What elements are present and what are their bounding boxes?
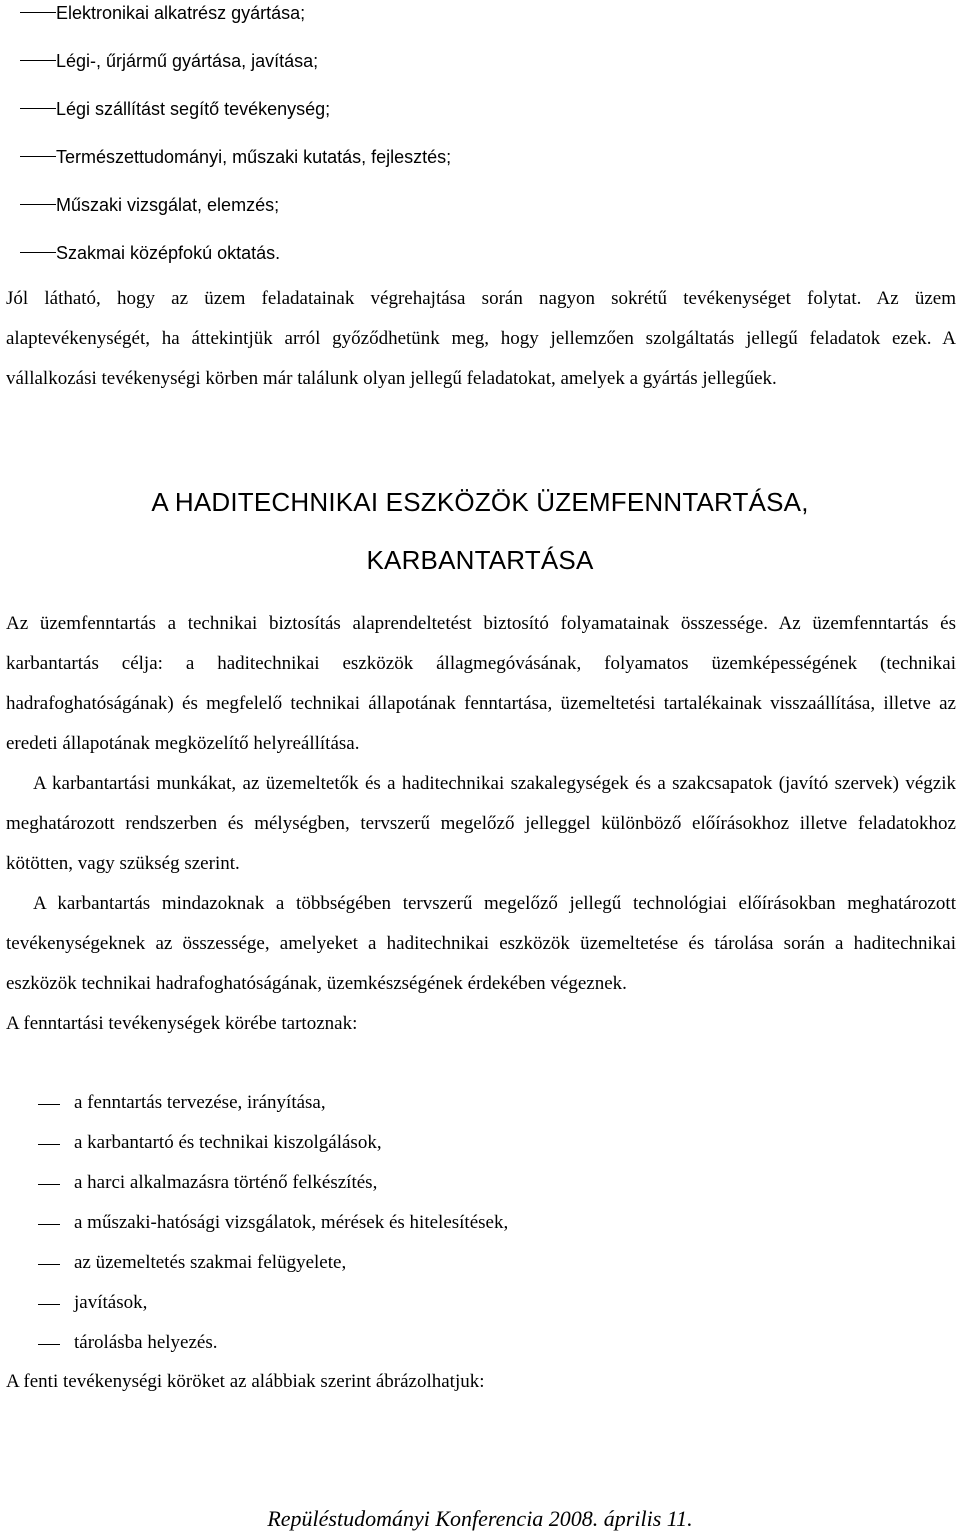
list-item-text: a karbantartó és technikai kiszolgálások, (74, 1132, 382, 1153)
dash-bullet (20, 156, 56, 157)
list-item-text: a harci alkalmazásra történő felkészítés, (74, 1172, 378, 1193)
list-item (38, 1210, 738, 1250)
list-item-text: Légi-, űrjármű gyártása, javítása; (56, 51, 319, 71)
section-heading-line1: A HADITECHNIKAI ESZKÖZÖK ÜZEMFENNTARTÁSA, (151, 487, 809, 517)
dash-bullet (20, 60, 56, 61)
list-item (20, 144, 920, 192)
list-item-text: Légi szállítást segítő tevékenység; (56, 99, 331, 119)
paragraph-maintenance-work: A karbantartási munkákat, az üzemeltetők és a haditechnikai szakalegységek és a szakcsapatok (javító szervek) végzik meghatározott rendszerben és mélységben, tervszerű megelőző jelleggel különböző előírásokhoz illetve feladatokhoz kötötten, vagy szükség szerint. (6, 773, 956, 874)
dash-bullet (20, 108, 56, 109)
list-item (20, 48, 920, 96)
list-item (38, 1290, 738, 1330)
dash-bullet (38, 1304, 60, 1305)
activity-list (20, 0, 920, 288)
list-item (38, 1170, 738, 1210)
list-item (38, 1130, 738, 1170)
dash-bullet (38, 1144, 60, 1145)
dash-bullet (20, 12, 56, 13)
list-item (20, 96, 920, 144)
list-item-text: javítások, (74, 1292, 148, 1313)
maintenance-list (38, 1090, 738, 1370)
list-item-text: tárolásba helyezés. (74, 1332, 218, 1353)
list-item-text: az üzemeltetés szakmai felügyelete, (74, 1252, 347, 1273)
list-item-text: Elektronikai alkatrész gyártása; (56, 3, 306, 23)
list-item (38, 1250, 738, 1290)
paragraph-maintenance-definition: A karbantartás mindazoknak a többségében tervszerű megelőző jellegű technológiai előírásokban meghatározott tevékenységeknek az összessége, amelyeket a haditechnikai eszközök üzemeltetése és tárolása során a haditechnikai eszközök technikai hadrafoghatóságának, üzemkészségének érdekében végeznek. (6, 893, 956, 994)
list-item (20, 192, 920, 240)
list-item-text: Természettudományi, műszaki kutatás, fejlesztés; (56, 147, 452, 167)
list-item (38, 1090, 738, 1130)
body-block (6, 604, 956, 1044)
page-footer: Repüléstudományi Konferencia 2008. április 11. (267, 1506, 693, 1531)
list-item (20, 0, 920, 48)
paragraph-definition: Az üzemfenntartás a technikai biztosítás alaprendeltetést biztosító folyamatainak összessége. Az üzemfenntartás és karbantartás célja: a haditechnikai eszközök állagmegóvásának, folyamatos üzemképességének (technikai hadrafoghatóságának) és megfelelő technikai állapotának fenntartása, üzemeltetési tartalékainak visszaállítása, illetve az eredeti állapotának megközelítő helyreállítása. (6, 613, 956, 754)
list-item-text: a műszaki-hatósági vizsgálatok, mérések és hitelesítések, (74, 1212, 509, 1233)
section-heading (0, 473, 960, 589)
list-item-text: a fenntartás tervezése, irányítása, (74, 1092, 326, 1113)
closing-line: A fenti tevékenységi köröket az alábbiak szerint ábrázolhatjuk: (6, 1371, 485, 1392)
dash-bullet (38, 1264, 60, 1265)
intro-paragraph: Jól látható, hogy az üzem feladatainak végrehajtása során nagyon sokrétű tevékenységet folytat. Az üzem alaptevékenységét, ha áttekintjük arról győződhetünk meg, hogy jellemzően szolgáltatás jellegű feladatok ezek. A vállalkozási tevékenységi körben már találunk olyan jellegű feladatokat, amelyek a gyártás jellegűek. (6, 288, 956, 389)
dash-bullet (38, 1184, 60, 1185)
closing-block (6, 1362, 956, 1402)
dash-bullet (38, 1224, 60, 1225)
dash-bullet (38, 1104, 60, 1105)
dash-bullet (20, 204, 56, 205)
list-item-text: Műszaki vizsgálat, elemzés; (56, 195, 280, 215)
section-heading-line2: KARBANTARTÁSA (366, 545, 594, 575)
intro-block (6, 279, 956, 399)
dash-bullet (20, 252, 56, 253)
dash-bullet (38, 1344, 60, 1345)
list-intro: A fenntartási tevékenységek körébe tartoznak: (6, 1013, 358, 1034)
list-item-text: Szakmai középfokú oktatás. (56, 243, 281, 263)
